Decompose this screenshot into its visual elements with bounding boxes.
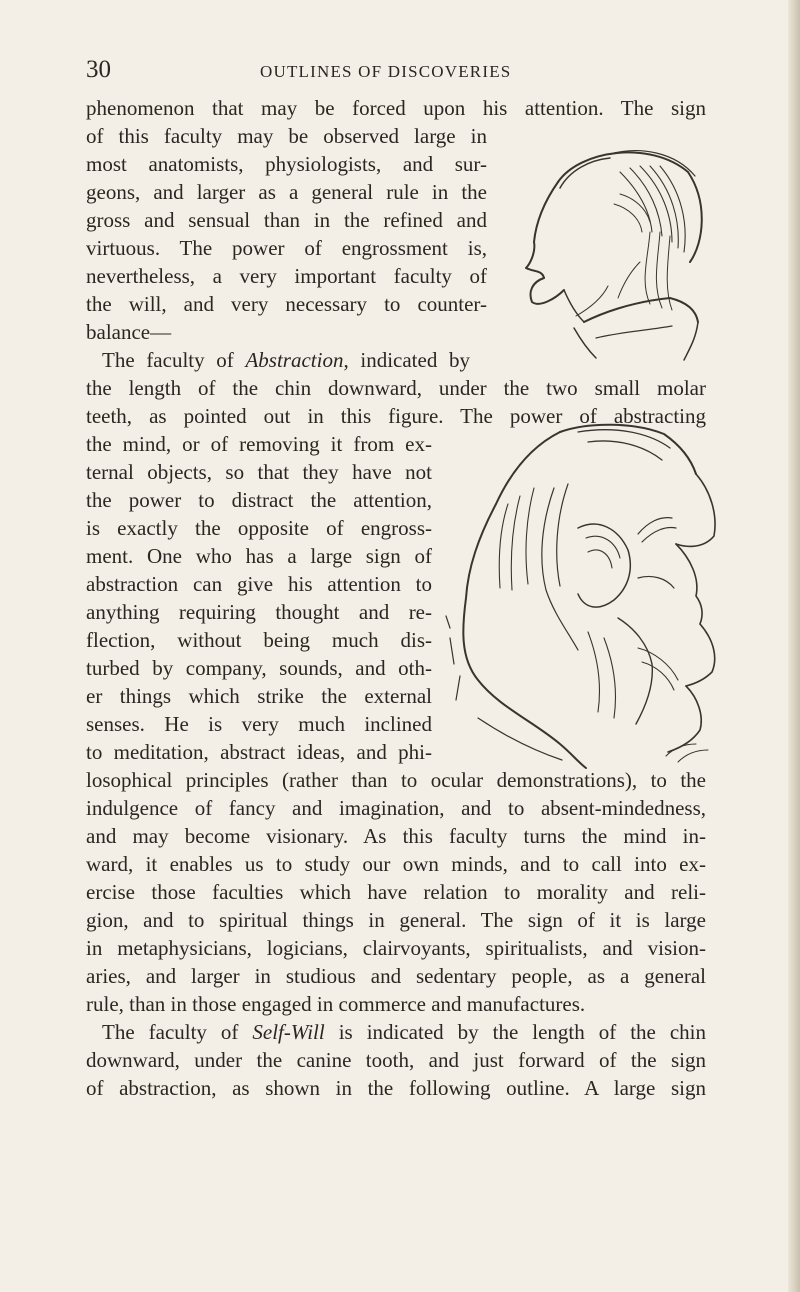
text-line: in metaphysicians, logicians, clairvoyants, spiritualists, and vision-: [86, 936, 706, 960]
running-title: OUTLINES OF DISCOVERIES: [260, 62, 512, 81]
text-line: flection, without being much dis-: [86, 628, 432, 652]
text-line: the length of the chin downward, under the two small molar: [86, 376, 706, 400]
text-line: is exactly the opposite of engross-: [86, 516, 432, 540]
text-line: the power to distract the attention,: [86, 488, 432, 512]
text-line: the will, and very necessary to counter-: [86, 292, 487, 316]
text-line: ternal objects, so that they have not: [86, 460, 432, 484]
text-line: to meditation, abstract ideas, and phi-: [86, 740, 432, 764]
text-line: teeth, as pointed out in this figure. The power of abstracting: [86, 404, 706, 428]
page-number: 30: [86, 56, 111, 83]
text-line: downward, under the canine tooth, and just forward of the sign: [86, 1048, 706, 1072]
text-line: most anatomists, physiologists, and sur-: [86, 152, 487, 176]
italic-term: Self-Will: [252, 1020, 325, 1044]
text-line: of this faculty may be observed large in: [86, 124, 487, 148]
text-line: ward, it enables us to study our own minds, and to call into ex-: [86, 852, 706, 876]
text-line: abstraction can give his attention to: [86, 572, 432, 596]
text-line: senses. He is very much inclined: [86, 712, 432, 736]
text-line: and may become visionary. As this faculty turns the mind in-: [86, 824, 706, 848]
text-line: phenomenon that may be forced upon his attention. The sign: [86, 96, 706, 120]
text-line: the mind, or of removing it from ex-: [86, 432, 432, 456]
text-line: ercise those faculties which have relation to morality and reli-: [86, 880, 706, 904]
page-edge: [788, 0, 800, 1292]
text-line: nevertheless, a very important faculty of: [86, 264, 487, 288]
text-line: The faculty of Abstraction, indicated by: [102, 348, 471, 372]
text-line: ment. One who has a large sign of: [86, 544, 432, 568]
text-line: anything requiring thought and re-: [86, 600, 432, 624]
text-line: gross and sensual than in the refined and: [86, 208, 487, 232]
italic-term: Abstraction: [245, 348, 344, 372]
text-line: losophical principles (rather than to ocular demonstrations), to the: [86, 768, 706, 792]
text-line: indulgence of fancy and imagination, and to absent-mindedness,: [86, 796, 706, 820]
text-line: of abstraction, as shown in the following outline. A large sign: [86, 1076, 706, 1100]
text-line: balance—: [86, 320, 172, 344]
text-line: er things which strike the external: [86, 684, 432, 708]
text-line: geons, and larger as a general rule in the: [86, 180, 487, 204]
text-line: rule, than in those engaged in commerce and manufactures.: [86, 992, 586, 1016]
text-line: turbed by company, sounds, and oth-: [86, 656, 432, 680]
text-line: virtuous. The power of engrossment is,: [86, 236, 487, 260]
head-outline-figure-abstraction: [438, 418, 728, 770]
page-header: [86, 56, 706, 86]
text-line: gion, and to spiritual things in general. The sign of it is large: [86, 908, 706, 932]
text-line: aries, and larger in studious and sedentary people, as a general: [86, 964, 706, 988]
text-line: The faculty of Self-Will is indicated by the length of the chin: [102, 1020, 706, 1044]
chin-figure-engrossment: [500, 132, 710, 364]
